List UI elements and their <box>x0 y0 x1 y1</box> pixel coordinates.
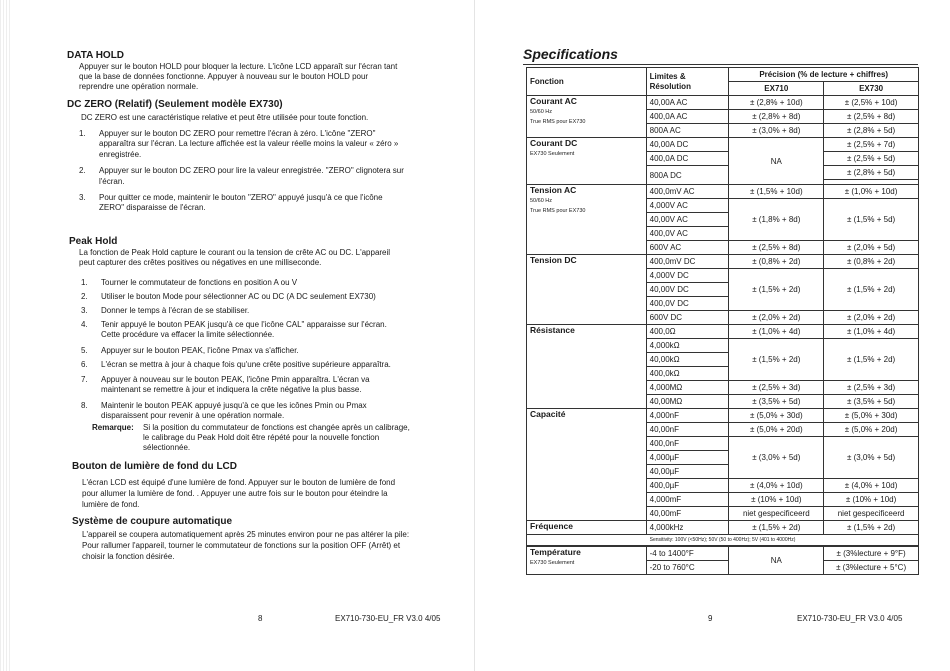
page-footer: EX710-730-EU_FR V3.0 4/05 <box>797 614 903 623</box>
header-ex710: EX710 <box>729 82 824 96</box>
ex730-accuracy: ± (1,5% + 2d) <box>824 521 919 535</box>
data-hold-line: Appuyer sur le bouton HOLD pour bloquer la lecture. L'icône LCD apparaît sur l'écran tant <box>79 62 398 71</box>
range-cell: 400,0A AC <box>646 110 729 124</box>
function-subnote: EX730 Seulement <box>530 560 575 566</box>
ex730-accuracy: ± (2,5% + 3d) <box>824 381 919 395</box>
range-cell: 40,00MΩ <box>646 395 729 409</box>
range-cell: 400,0Ω <box>646 325 729 339</box>
ex710-accuracy: ± (1,5% + 2d) <box>729 521 824 535</box>
ex730-accuracy: ± (2,5% + 10d) <box>824 96 919 110</box>
ex730-accuracy: ± (0,8% + 2d) <box>824 255 919 269</box>
dc-zero-heading: DC ZERO (Relatif) (Seulement modèle EX730) <box>67 99 283 110</box>
page-number: 9 <box>708 614 713 623</box>
ex730-accuracy: ± (3%lecture + 9°F) <box>824 546 919 561</box>
ex730-accuracy: ± (5,0% + 20d) <box>824 423 919 437</box>
function-name: Fréquence <box>530 521 573 531</box>
step-number: 7. <box>81 375 88 384</box>
step-number: 4. <box>81 320 88 329</box>
range-cell: 400,0V AC <box>646 227 729 241</box>
ex730-accuracy: ± (2,5% + 8d) <box>824 110 919 124</box>
function-cell <box>527 138 647 185</box>
function-subnote: EX730 Seulement <box>530 151 575 157</box>
step-number: 3. <box>81 306 88 315</box>
range-cell: 40,00A DC <box>646 138 729 152</box>
function-subnote: True RMS pour EX730 <box>530 208 586 214</box>
step-number: 1. <box>81 278 88 287</box>
dc-zero-step-line: apparaîtra sur l'écran. La lecture affichée est la valeur réelle moins la valeur « zéro » <box>99 139 399 148</box>
ex710-accuracy: niet gespecificeerd <box>729 507 824 521</box>
backlight-line: pour allumer la lumière de fond. . Appuyer une autre fois sur le bouton pour éteindre la <box>82 489 388 498</box>
range-cell: 400,0kΩ <box>646 367 729 381</box>
step-number: 6. <box>81 360 88 369</box>
backlight-line: lumière de fond. <box>82 500 140 509</box>
function-cell <box>527 185 647 255</box>
range-cell: 40,00V AC <box>646 213 729 227</box>
specifications-table <box>526 67 919 575</box>
data-hold-heading: DATA HOLD <box>67 50 125 61</box>
peak-step-line: Appuyer sur le bouton PEAK, l'icône Pmax va s'afficher. <box>101 346 299 355</box>
backlight-heading: Bouton de lumière de fond du LCD <box>72 461 237 472</box>
peak-step-line: Cette procédure va effacer la limite sélectionnée. <box>101 330 275 339</box>
ex730-accuracy: ± (2,8% + 5d) <box>824 166 919 180</box>
range-cell: 4,000kHz <box>646 521 729 535</box>
function-name: Capacité <box>530 409 566 419</box>
ex730-accuracy: ± (2,8% + 5d) <box>824 124 919 138</box>
dc-zero-step-line: l'écran. <box>99 177 125 186</box>
header-fonction: Fonction <box>527 68 647 96</box>
peak-step-line: Tenir appuyé le bouton PEAK jusqu'à ce que l'icône CAL" apparaisse sur l'écran. <box>101 320 387 329</box>
dc-zero-intro: DC ZERO est une caractéristique relative et peut être utilisée pour toute fonction. <box>81 113 369 122</box>
ex730-accuracy: ± (3%lecture + 5°C) <box>824 561 919 575</box>
peak-step-line: Tourner le commutateur de fonctions en position A ou V <box>101 278 298 287</box>
ex710-accuracy: ± (3,0% + 5d) <box>729 437 824 479</box>
data-hold-line: que la base de données fonctionne. Appuyer à nouveau sur le bouton HOLD pour <box>79 72 369 81</box>
ex710-accuracy: ± (1,5% + 10d) <box>729 185 824 199</box>
range-cell: 40,00nF <box>646 423 729 437</box>
peak-step-line: L'écran se mettra à jour à chaque fois qu'une crête positive supérieure apparaîtra. <box>101 360 391 369</box>
peak-step-line: Appuyer à nouveau sur le bouton PEAK, l'icône Pmin apparaîtra. L'écran va <box>101 375 370 384</box>
remark-line: sélectionnée. <box>143 443 191 452</box>
range-cell: 400,0mV AC <box>646 185 729 199</box>
dc-zero-step-line: Appuyer sur le bouton DC ZERO pour lire la valeur enregistrée. "ZERO" clignotera sur <box>99 166 404 175</box>
step-number: 1. <box>79 129 86 138</box>
function-name: Tension AC <box>530 185 577 195</box>
ex710-accuracy: NA <box>729 138 824 185</box>
auto-off-line: Pour rallumer l'appareil, tourner le commutateur de fonctions sur la position OFF (Arrêt) et <box>82 541 401 550</box>
ex710-accuracy: ± (2,8% + 8d) <box>729 110 824 124</box>
range-cell: 800A AC <box>646 124 729 138</box>
function-cell <box>527 325 647 409</box>
range-cell: 40,00V DC <box>646 283 729 297</box>
ex730-accuracy: ± (2,5% + 5d) <box>824 152 919 166</box>
peak-step-line: Utiliser le bouton Mode pour sélectionner AC ou DC (A DC seulement EX730) <box>101 292 376 301</box>
ex710-accuracy: ± (2,8% + 10d) <box>729 96 824 110</box>
backlight-line: L'écran LCD est équipé d'une lumière de fond. Appuyer sur le bouton de lumière de fond <box>82 478 396 487</box>
dc-zero-step-line: enregistrée. <box>99 150 142 159</box>
page-footer: EX710-730-EU_FR V3.0 4/05 <box>335 614 441 623</box>
range-cell: 4,000nF <box>646 409 729 423</box>
peak-hold-line: peut capturer des crêtes positives ou négatives en une milliseconde. <box>79 258 322 267</box>
page-number: 8 <box>258 614 263 623</box>
ex730-accuracy: ± (1,0% + 4d) <box>824 325 919 339</box>
dc-zero-step-line: Appuyer sur le bouton DC ZERO pour remettre l'écran à zéro. L'icône "ZERO" <box>99 129 376 138</box>
header-precision: Précision (% de lecture + chiffres) <box>729 68 919 82</box>
ex730-accuracy: ± (5,0% + 30d) <box>824 409 919 423</box>
ex730-accuracy: ± (2,5% + 7d) <box>824 138 919 152</box>
ex710-accuracy: NA <box>729 546 824 575</box>
function-subnote: 50/60 Hz <box>530 198 553 204</box>
ex730-accuracy: ± (3,0% + 5d) <box>824 437 919 479</box>
range-cell: -20 to 760°C <box>646 561 729 575</box>
ex730-accuracy: ± (1,5% + 5d) <box>824 199 919 241</box>
function-name: Résistance <box>530 325 575 335</box>
range-cell: 800A DC <box>646 166 729 185</box>
range-cell: 4,000V DC <box>646 269 729 283</box>
range-cell: 400,0A DC <box>646 152 729 166</box>
scan-edge <box>0 0 10 671</box>
function-name: Courant AC <box>530 96 577 106</box>
header-limites <box>646 68 729 96</box>
function-cell <box>527 409 647 521</box>
range-cell: 40,00kΩ <box>646 353 729 367</box>
peak-hold-line: La fonction de Peak Hold capture le courant ou la tension de crête AC ou DC. L'appareil <box>79 248 391 257</box>
ex730-accuracy: ± (1,0% + 10d) <box>824 185 919 199</box>
remark-line: Si la position du commutateur de fonctions est changée après un calibrage, <box>143 423 410 432</box>
ex730-accuracy: ± (1,5% + 2d) <box>824 269 919 311</box>
remark-line: le calibrage du Peak Hold doit être répété pour la nouvelle fonction <box>143 433 380 442</box>
ex710-accuracy: ± (1,5% + 2d) <box>729 339 824 381</box>
header-ex730: EX730 <box>824 82 919 96</box>
ex730-accuracy: ± (3,5% + 5d) <box>824 395 919 409</box>
function-subnote: True RMS pour EX730 <box>530 119 586 125</box>
function-name: Tension DC <box>530 255 577 265</box>
ex710-accuracy: ± (0,8% + 2d) <box>729 255 824 269</box>
function-name: Courant DC <box>530 138 578 148</box>
step-number: 5. <box>81 346 88 355</box>
ex710-accuracy: ± (1,5% + 2d) <box>729 269 824 311</box>
range-cell: 4,000MΩ <box>646 381 729 395</box>
range-cell: 400,0µF <box>646 479 729 493</box>
function-name: Température <box>530 547 581 557</box>
peak-step-line: Donner le temps à l'écran de se stabiliser. <box>101 306 250 315</box>
page-right <box>475 0 950 671</box>
remark-label: Remarque: <box>92 423 134 432</box>
range-cell: 4,000V AC <box>646 199 729 213</box>
auto-off-line: L'appareil se coupera automatiquement après 25 minutes environ pour ne pas altérer la pile: <box>82 530 410 539</box>
function-cell <box>527 96 647 138</box>
peak-step-line: maintenant se remettre à jour et indiquera la crête négative la plus basse. <box>101 385 362 394</box>
ex730-accuracy: ± (4,0% + 10d) <box>824 479 919 493</box>
range-cell: 400,0V DC <box>646 297 729 311</box>
ex710-accuracy: ± (10% + 10d) <box>729 493 824 507</box>
range-cell: 400,0nF <box>646 437 729 451</box>
ex710-accuracy: ± (1,0% + 4d) <box>729 325 824 339</box>
function-cell <box>527 255 647 325</box>
header-limites-line: Limites & <box>649 71 686 81</box>
ex710-accuracy: ± (5,0% + 30d) <box>729 409 824 423</box>
ex710-accuracy: ± (2,5% + 3d) <box>729 381 824 395</box>
dc-zero-step-line: Pour quitter ce mode, maintenir le bouton "ZERO" appuyé jusqu'à ce que l'icône <box>99 193 383 202</box>
ex730-accuracy: ± (10% + 10d) <box>824 493 919 507</box>
range-cell: -4 to 1400°F <box>646 546 729 561</box>
range-cell: 4,000mF <box>646 493 729 507</box>
range-cell: 40,00A AC <box>646 96 729 110</box>
step-number: 3. <box>79 193 86 202</box>
ex710-accuracy: ± (2,5% + 8d) <box>729 241 824 255</box>
range-cell: 600V AC <box>646 241 729 255</box>
auto-off-heading: Système de coupure automatique <box>72 516 233 527</box>
dc-zero-step-line: ZERO" disparaisse de l'écran. <box>99 203 206 212</box>
range-cell: 4,000µF <box>646 451 729 465</box>
peak-step-line: disparaissent pour revenir à une opération normale. <box>101 411 285 420</box>
range-cell: 600V DC <box>646 311 729 325</box>
step-number: 8. <box>81 401 88 410</box>
data-hold-line: reprendre une opération normale. <box>79 82 199 91</box>
peak-hold-heading: Peak Hold <box>69 236 118 247</box>
auto-off-line: choisir la fonction désirée. <box>82 552 175 561</box>
step-number: 2. <box>81 292 88 301</box>
title-rule <box>523 64 918 65</box>
ex710-accuracy: ± (2,0% + 2d) <box>729 311 824 325</box>
range-cell: 40,00µF <box>646 465 729 479</box>
ex730-accuracy: niet gespecificeerd <box>824 507 919 521</box>
ex730-accuracy: ± (2,0% + 5d) <box>824 241 919 255</box>
sensitivity-note: Sensitivity: 100V (<50Hz); 50V (50 to 400Hz); 5V (401 to 4000Hz) <box>527 535 919 547</box>
ex710-accuracy: ± (3,0% + 8d) <box>729 124 824 138</box>
ex710-accuracy: ± (4,0% + 10d) <box>729 479 824 493</box>
range-cell: 4,000kΩ <box>646 339 729 353</box>
ex710-accuracy: ± (1,8% + 8d) <box>729 199 824 241</box>
specifications-title: Specifications <box>523 46 618 62</box>
header-limites-line: Résolution <box>649 81 691 91</box>
ex730-accuracy: ± (2,0% + 2d) <box>824 311 919 325</box>
range-cell: 400,0mV DC <box>646 255 729 269</box>
range-cell: 40,00mF <box>646 507 729 521</box>
function-cell <box>527 546 647 575</box>
ex710-accuracy: ± (3,5% + 5d) <box>729 395 824 409</box>
function-subnote: 50/60 Hz <box>530 109 553 115</box>
peak-step-line: Maintenir le bouton PEAK appuyé jusqu'à ce que les icônes Pmin ou Pmax <box>101 401 367 410</box>
ex730-accuracy: ± (1,5% + 2d) <box>824 339 919 381</box>
step-number: 2. <box>79 166 86 175</box>
ex710-accuracy: ± (5,0% + 20d) <box>729 423 824 437</box>
function-cell <box>527 521 647 535</box>
